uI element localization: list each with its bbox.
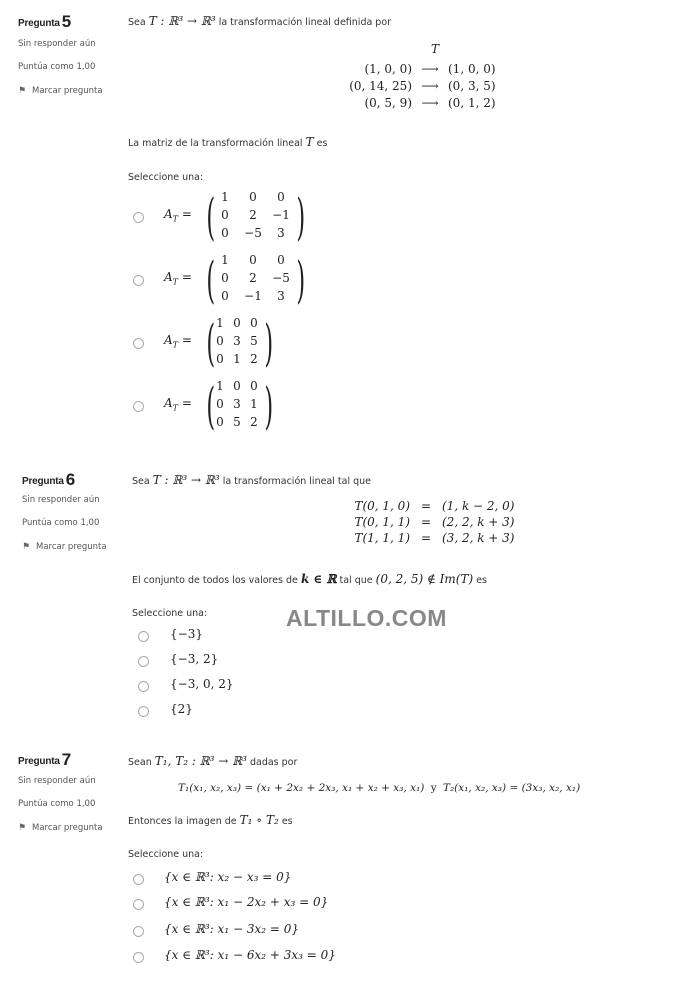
matrix-right-paren: ) (296, 188, 306, 246)
flag-question-link[interactable]: ⚑ Marcar pregunta (18, 823, 103, 833)
option-label: {−3, 0, 2} (170, 677, 234, 691)
matrix-right-paren: ) (264, 314, 274, 372)
option-label: {2} (170, 702, 193, 716)
question-intro: Sean T₁, T₂ : ℝ³ → ℝ³ dadas por (128, 754, 298, 768)
matrix-entry: 2 (250, 415, 258, 429)
map-to: (0, 1, 2) (448, 96, 496, 110)
option-label: {−3, 2} (170, 652, 219, 666)
matrix-entry: 0 (221, 271, 229, 285)
definition-t2: T₂(x₁, x₂, x₃) = (3x₃, x₂, x₁) (442, 782, 581, 794)
map-arrow: ⟶ (421, 62, 439, 76)
flag-icon: ⚑ (22, 542, 31, 552)
matrix-entry: −1 (272, 208, 290, 222)
question-number: Pregunta 5 (18, 12, 72, 31)
map-arrow: ⟶ (421, 79, 439, 93)
question-text: El conjunto de todos los valores de k ∈ ℝ tal que (0, 2, 5) ∉ Im(T) es (132, 572, 487, 586)
matrix-label: $A_T$ = (164, 333, 192, 350)
matrix-entry: 5 (250, 334, 258, 348)
option-label: {x ∈ ℝ³: x₁ − 2x₂ + x₃ = 0} (164, 895, 329, 909)
radio-button[interactable] (138, 656, 149, 667)
matrix-entry: 0 (250, 379, 258, 393)
select-label: Seleccione una: (128, 849, 204, 860)
map-arrow: ⟶ (421, 96, 439, 110)
question-intro: Sea T : ℝ³ → ℝ³ la transformación lineal tal que (132, 473, 372, 487)
definitions (178, 782, 580, 794)
radio-button[interactable] (133, 275, 144, 286)
matrix-left-paren: ( (206, 314, 216, 372)
map-from: (1, 0, 0) (364, 62, 412, 76)
eq-sign: = (420, 499, 432, 513)
equation-system (340, 499, 532, 545)
matrix-entry: 0 (221, 289, 229, 303)
question-status: Sin responder aún (22, 495, 100, 505)
eq-rhs: (2, 2, k + 3) (442, 515, 515, 529)
definition-t1: T₁(x₁, x₂, x₃) = (x₁ + 2x₂ + 2x₃, x₁ + x₂ + x₃, x₁) (178, 782, 425, 794)
matrix-entry: 1 (250, 397, 258, 411)
option-label: {−3} (170, 627, 203, 641)
radio-button[interactable] (133, 338, 144, 349)
matrix-right-paren: ) (296, 251, 306, 309)
matrix-entry: 2 (249, 271, 257, 285)
map-header: T (431, 42, 440, 56)
matrix-entry: 0 (277, 190, 285, 204)
matrix-right-paren: ) (264, 377, 274, 435)
question-status: Sin responder aún (18, 776, 96, 786)
matrix-entry: 1 (216, 316, 224, 330)
radio-button[interactable] (133, 401, 144, 412)
select-label: Seleccione una: (128, 172, 204, 183)
matrix-label: $A_T$ = (164, 207, 192, 224)
matrix-entry: 1 (221, 190, 229, 204)
matrix-entry: 0 (221, 208, 229, 222)
map-from: (0, 5, 9) (364, 96, 412, 110)
eq-rhs: (3, 2, k + 3) (442, 531, 515, 545)
matrix-entry: −5 (272, 271, 290, 285)
eq-rhs: (1, k − 2, 0) (442, 499, 515, 513)
matrix-entry: 3 (277, 289, 285, 303)
matrix-left-paren: ( (206, 251, 216, 309)
flag-icon: ⚑ (18, 823, 27, 833)
matrix-entry: −1 (244, 289, 262, 303)
question-score: Puntúa como 1,00 (18, 799, 96, 809)
select-label: Seleccione una: (132, 608, 208, 619)
matrix-entry: 0 (249, 253, 257, 267)
eq-lhs: T(1, 1, 1) (354, 531, 410, 545)
matrix-entry: 0 (216, 334, 224, 348)
eq-sign: = (420, 515, 432, 529)
question-number: Pregunta 7 (18, 750, 72, 769)
radio-button[interactable] (138, 631, 149, 642)
matrix-entry: −5 (244, 226, 262, 240)
eq-sign: = (420, 531, 432, 545)
matrix-entry: 0 (249, 190, 257, 204)
radio-button[interactable] (133, 212, 144, 223)
flag-question-link[interactable]: ⚑ Marcar pregunta (18, 86, 103, 96)
matrix-left-paren: ( (206, 377, 216, 435)
radio-button[interactable] (138, 681, 149, 692)
question-status: Sin responder aún (18, 39, 96, 49)
radio-button[interactable] (138, 706, 149, 717)
matrix-entry: 0 (277, 253, 285, 267)
watermark: ALTILLO.COM (286, 605, 447, 631)
question-score: Puntúa como 1,00 (18, 62, 96, 72)
option-label: {x ∈ ℝ³: x₁ − 6x₂ + 3x₃ = 0} (164, 948, 336, 962)
matrix-entry: 0 (233, 379, 241, 393)
matrix-entry: 3 (233, 334, 241, 348)
matrix-entry: 3 (233, 397, 241, 411)
flag-icon: ⚑ (18, 86, 27, 96)
question-intro: Sea T : ℝ³ → ℝ³ la transformación lineal definida por (128, 14, 392, 28)
radio-button[interactable] (133, 926, 144, 937)
radio-button[interactable] (133, 874, 144, 885)
question-score: Puntúa como 1,00 (22, 518, 100, 528)
radio-button[interactable] (133, 952, 144, 963)
matrix-entry: 0 (221, 226, 229, 240)
definition-joiner: y (430, 782, 437, 794)
flag-question-link[interactable]: ⚑ Marcar pregunta (22, 542, 107, 552)
eq-lhs: T(0, 1, 1) (354, 515, 410, 529)
matrix-entry: 0 (216, 397, 224, 411)
matrix-label: $A_T$ = (164, 270, 192, 287)
question-text: La matriz de la transformación lineal T es (128, 135, 328, 149)
matrix-entry: 5 (233, 415, 241, 429)
matrix-entry: 3 (277, 226, 285, 240)
matrix-entry: 2 (250, 352, 258, 366)
radio-button[interactable] (133, 899, 144, 910)
option-label: {x ∈ ℝ³: x₁ − 3x₂ = 0} (164, 922, 299, 936)
matrix-entry: 2 (249, 208, 257, 222)
map-from: (0, 14, 25) (349, 79, 412, 93)
map-to: (0, 3, 5) (448, 79, 496, 93)
matrix-entry: 0 (250, 316, 258, 330)
option-label: {x ∈ ℝ³: x₂ − x₃ = 0} (164, 870, 292, 884)
question-number: Pregunta 6 (22, 470, 76, 489)
matrix-entry: 1 (216, 379, 224, 393)
eq-lhs: T(0, 1, 0) (354, 499, 410, 513)
mapping-table (340, 62, 520, 110)
matrix-label: $A_T$ = (164, 396, 192, 413)
matrix-left-paren: ( (206, 188, 216, 246)
matrix-entry: 1 (221, 253, 229, 267)
matrix-entry: 1 (233, 352, 241, 366)
matrix-entry: 0 (216, 415, 224, 429)
matrix-entry: 0 (216, 352, 224, 366)
map-to: (1, 0, 0) (448, 62, 496, 76)
question-text: Entonces la imagen de T₁ ∘ T₂ es (128, 813, 293, 827)
matrix-entry: 0 (233, 316, 241, 330)
